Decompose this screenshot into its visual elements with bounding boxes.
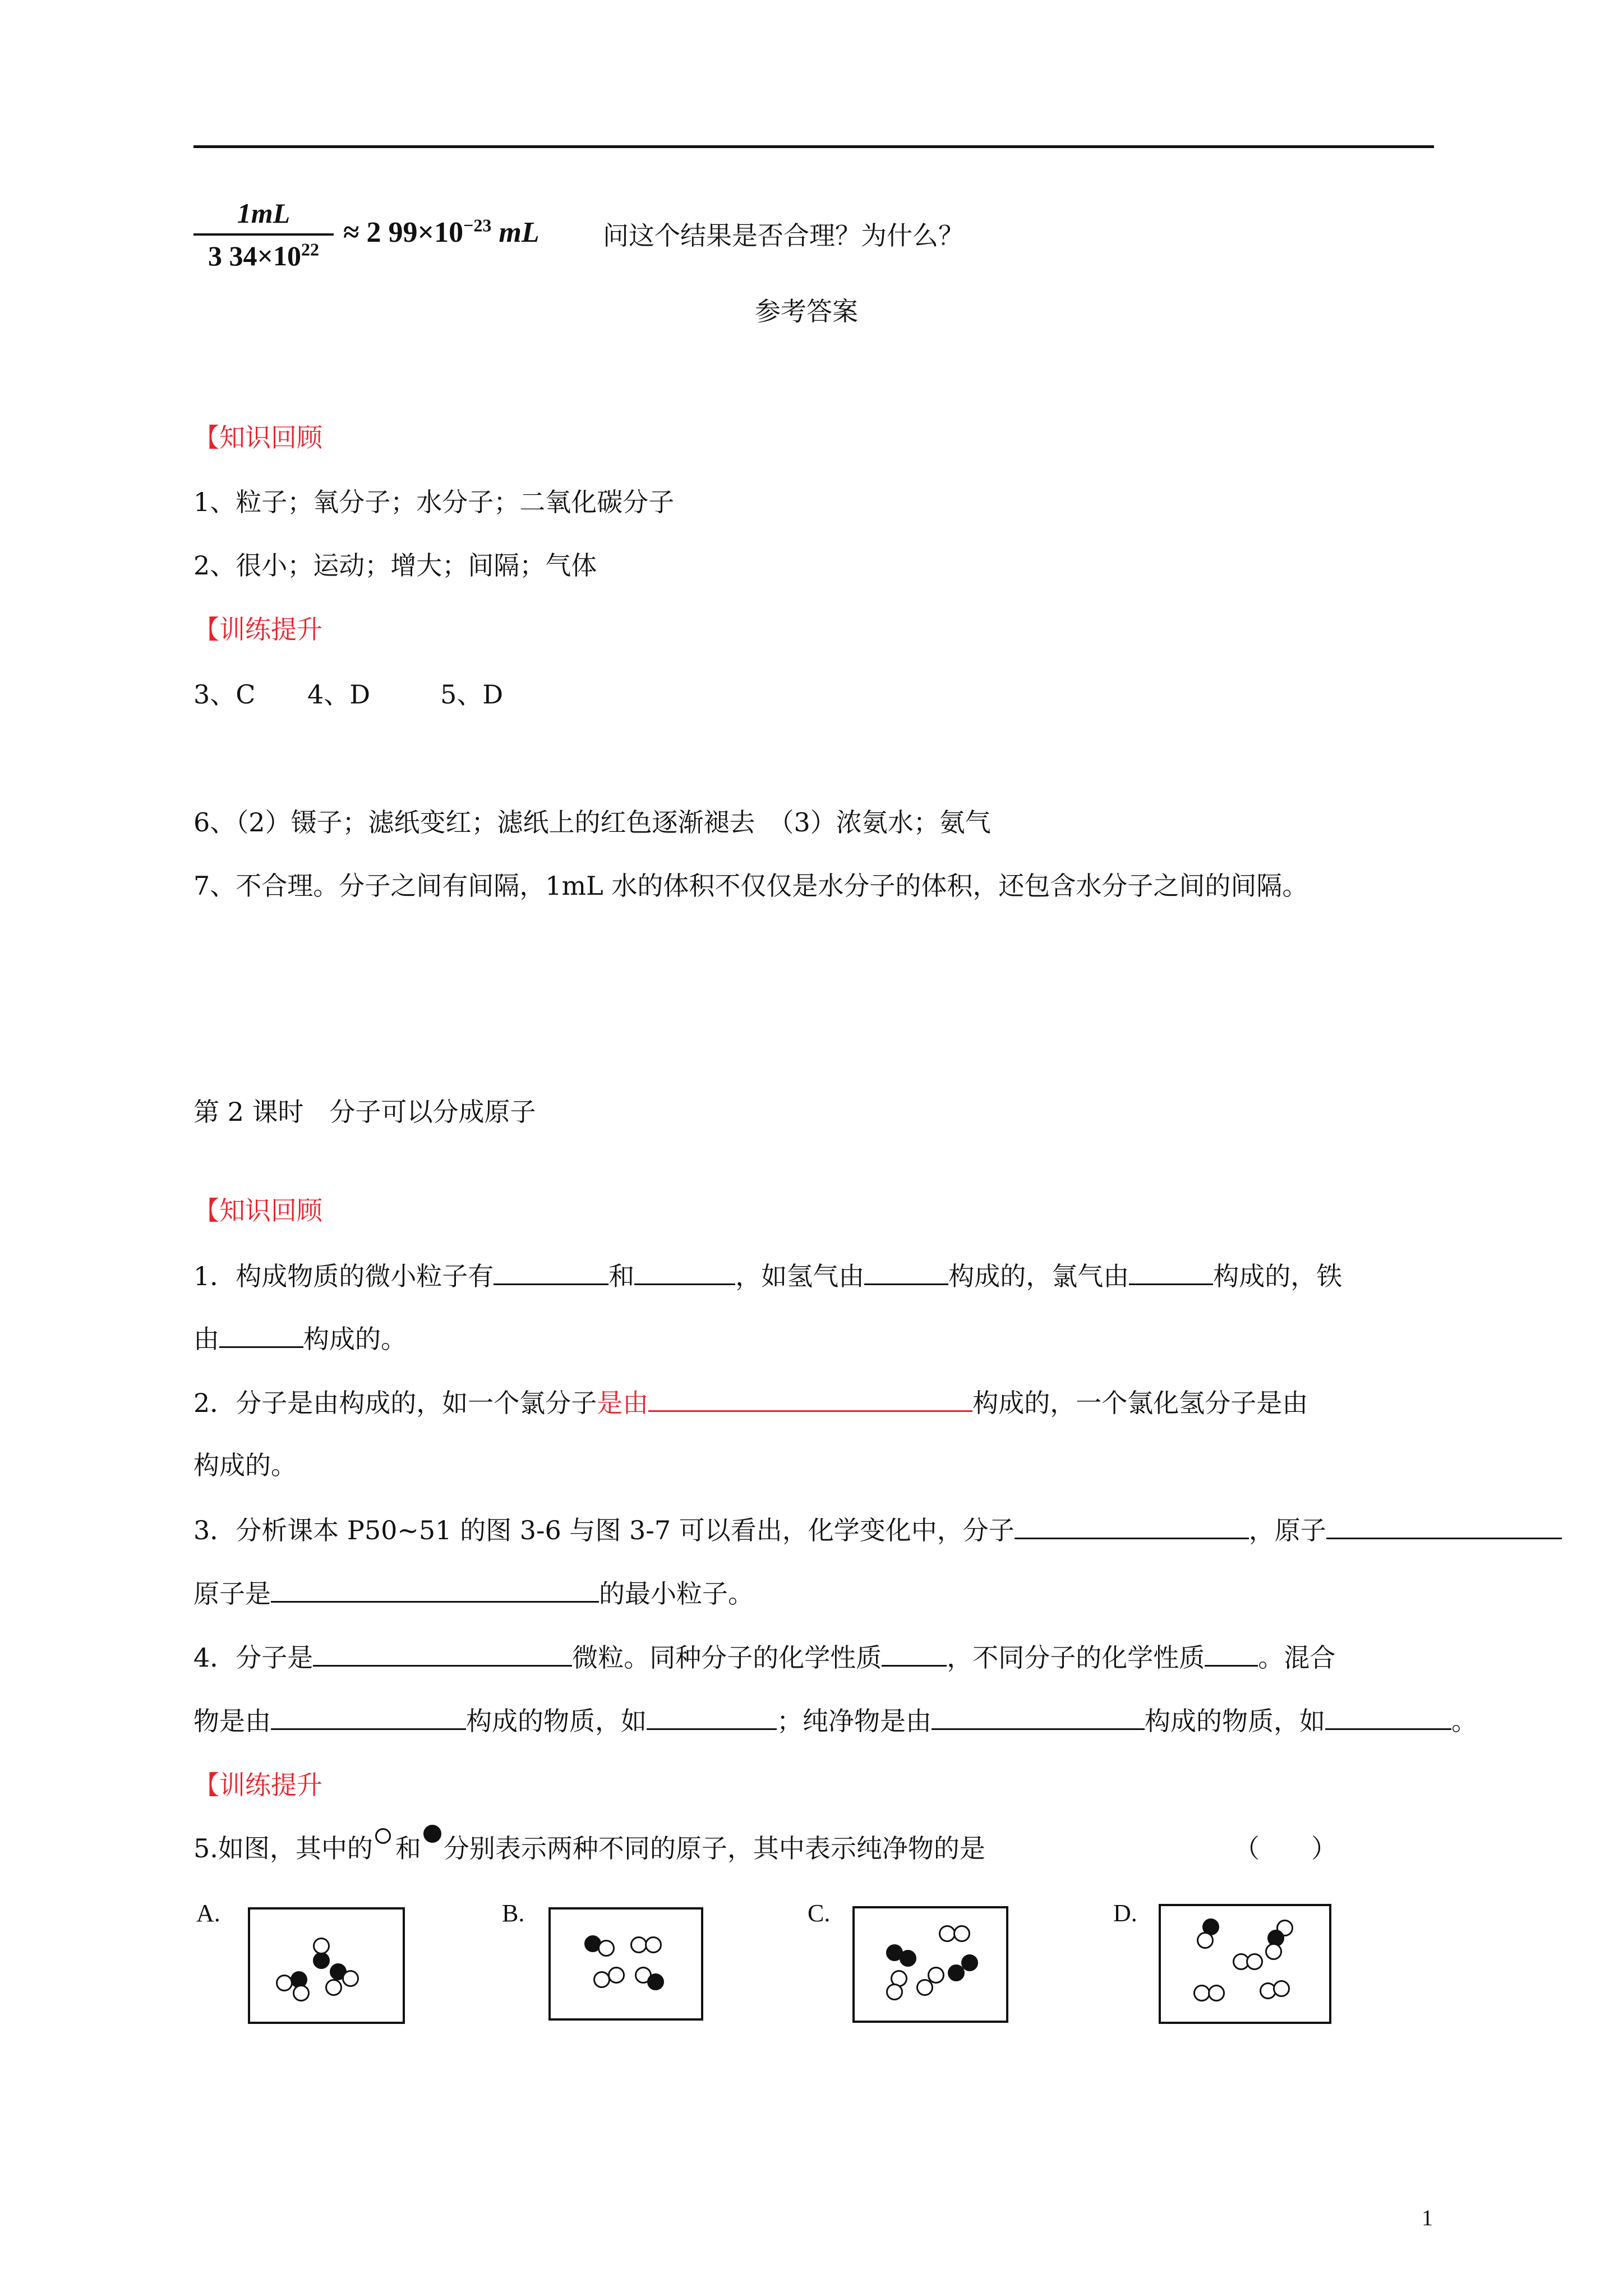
q3-text-d: 的最小粒子。 (599, 1579, 754, 1609)
heading-training: 【训练提升 (193, 614, 322, 645)
q4-text-g: ；纯净物是由 (777, 1706, 932, 1736)
header-rule (193, 145, 1434, 148)
answer-7: 7、不合理。分子之间有间隔，1mL 水的体积不仅仅是水分子的体积，还包含水分子之间的间隔。 (193, 871, 1308, 901)
atom-open (293, 1985, 310, 2001)
q1-blank-5[interactable] (219, 1322, 303, 1348)
formula-question: 问这个结果是否合理？为什么？ (603, 220, 964, 251)
q2-text-c: 构成的。 (193, 1450, 297, 1480)
answer-6: 6、（2）镊子；滤纸变红；滤纸上的红色逐渐褪去 （3）浓氨水；氨气 (193, 807, 991, 838)
atom-open (1246, 1953, 1263, 1970)
answer-4: 4、D (307, 679, 371, 710)
heading-training-2: 【训练提升 (193, 1770, 322, 1800)
q1-blank-1[interactable] (494, 1259, 608, 1285)
answer-5: 5、D (440, 679, 504, 710)
question-1-line1 (193, 1259, 1342, 1293)
answer-2: 2、很小；运动；增大；间隔；气体 (193, 550, 597, 581)
approx-value: ≈ 2 99×10 (343, 217, 464, 249)
q3-text-c: 原子是 (193, 1579, 271, 1609)
lesson-title: 第 2 课时 分子可以分成原子 (193, 1097, 536, 1127)
page-number: 1 (1422, 2205, 1433, 2230)
q5-text-c: 分别表示两种不同的原子，其中表示纯净物的是 (443, 1833, 985, 1864)
q3-blank-1[interactable] (1015, 1513, 1249, 1539)
result-exponent: −23 (463, 215, 492, 236)
q2-text-red: 是由 (597, 1388, 649, 1418)
q1-blank-3[interactable] (864, 1259, 948, 1285)
answer-title: 参考答案 (755, 296, 858, 326)
q4-text-f: 构成的物质，如 (466, 1706, 647, 1736)
q1-blank-4[interactable] (1129, 1259, 1213, 1285)
denominator-base: 3 34×10 (208, 240, 301, 272)
q2-text-a: 2．分子是由构成的，如一个氯分子 (193, 1388, 597, 1418)
atom-filled (948, 1964, 965, 1981)
atom-open (1197, 1932, 1214, 1949)
q1-text-c: ，如氢气由 (735, 1261, 865, 1291)
q4-blank-1[interactable] (313, 1640, 572, 1667)
q4-text-c: ，不同分子的化学性质 (947, 1642, 1205, 1673)
q1-text-f: 由 (193, 1324, 219, 1354)
q4-text-b: 微粒。同种分子的化学性质 (572, 1642, 882, 1673)
q4-text-i: 。 (1451, 1706, 1477, 1736)
question-5 (193, 1832, 985, 1865)
filled-atom-icon (421, 1833, 444, 1857)
q4-text-e: 物是由 (193, 1706, 271, 1736)
q4-blank-4[interactable] (271, 1704, 466, 1730)
denominator-exponent: 22 (301, 239, 319, 260)
q3-blank-3[interactable] (271, 1576, 599, 1603)
question-2-line1 (193, 1386, 1308, 1420)
atom-filled (647, 1973, 664, 1990)
atom-filled (900, 1950, 916, 1967)
fraction-denominator (193, 239, 334, 273)
question-4-line2 (193, 1704, 1477, 1738)
atom-open (598, 1940, 615, 1957)
fraction (193, 196, 334, 273)
atom-open (645, 1936, 662, 1953)
option-d-diagram[interactable] (1159, 1904, 1331, 2024)
answer-1: 1、粒子；氧分子；水分子；二氧化碳分子 (193, 487, 675, 517)
q4-text-d: 。混合 (1258, 1642, 1336, 1673)
atom-open (928, 1967, 944, 1984)
option-a-diagram[interactable] (248, 1907, 405, 2024)
q4-blank-7[interactable] (1325, 1704, 1451, 1730)
question-4-line1 (193, 1640, 1335, 1674)
atom-filled (313, 1952, 330, 1969)
q3-blank-2[interactable] (1326, 1513, 1562, 1539)
q5-text-a: 5.如图，其中的 (193, 1833, 373, 1864)
option-c-label: C. (808, 1899, 831, 1927)
q2-text-b: 构成的，一个氯化氢分子是由 (972, 1388, 1308, 1418)
q4-blank-5[interactable] (647, 1704, 777, 1730)
option-c-diagram[interactable] (852, 1906, 1008, 2023)
question-3-line1 (193, 1513, 1562, 1547)
option-b-label: B. (502, 1899, 525, 1927)
open-atom-icon (373, 1833, 395, 1857)
option-a-label: A. (196, 1899, 220, 1927)
answer-3: 3、C (193, 679, 256, 710)
q4-blank-6[interactable] (932, 1704, 1145, 1730)
q5-text-b: 和 (395, 1833, 421, 1864)
q4-text-a: 4．分子是 (193, 1642, 313, 1673)
fraction-bar (193, 233, 334, 236)
q1-text-d: 构成的，氯气由 (948, 1261, 1129, 1291)
question-1-line2 (193, 1322, 407, 1356)
option-d-label: D. (1113, 1899, 1137, 1927)
atom-open (608, 1967, 625, 1984)
q3-text-a: 3．分析课本 P50~51 的图 3-6 与图 3-7 可以看出，化学变化中，分子 (193, 1515, 1015, 1545)
q1-text-g: 构成的。 (303, 1324, 407, 1354)
option-b-diagram[interactable] (548, 1907, 703, 2021)
heading-knowledge-review-2: 【知识回顾 (193, 1195, 322, 1226)
q1-text-b: 和 (608, 1261, 635, 1291)
q5-answer-parens: （ ） (1234, 1833, 1337, 1864)
result-unit: mL (499, 217, 540, 249)
atom-open (325, 1979, 342, 1996)
question-3-line2 (193, 1576, 754, 1611)
atom-open (886, 1984, 903, 2000)
atom-open (1273, 1980, 1290, 1997)
atom-open (953, 1925, 970, 1942)
atom-open (342, 1970, 359, 1987)
q1-blank-2[interactable] (634, 1259, 735, 1285)
atom-open (1208, 1985, 1225, 2001)
q4-blank-3[interactable] (1205, 1640, 1258, 1667)
formula-result (343, 216, 540, 250)
q2-blank-1[interactable] (648, 1386, 972, 1412)
atom-open (1265, 1943, 1282, 1960)
atom-open (313, 1938, 330, 1954)
q4-text-h: 构成的物质，如 (1145, 1706, 1325, 1736)
q3-text-b: ，原子 (1248, 1515, 1326, 1545)
q1-text-e: 构成的，铁 (1213, 1261, 1343, 1291)
q1-text-a: 1．构成物质的微小粒子有 (193, 1261, 494, 1291)
heading-knowledge-review: 【知识回顾 (193, 422, 322, 453)
fraction-numerator: 1mL (237, 197, 291, 229)
q4-blank-2[interactable] (882, 1640, 947, 1667)
